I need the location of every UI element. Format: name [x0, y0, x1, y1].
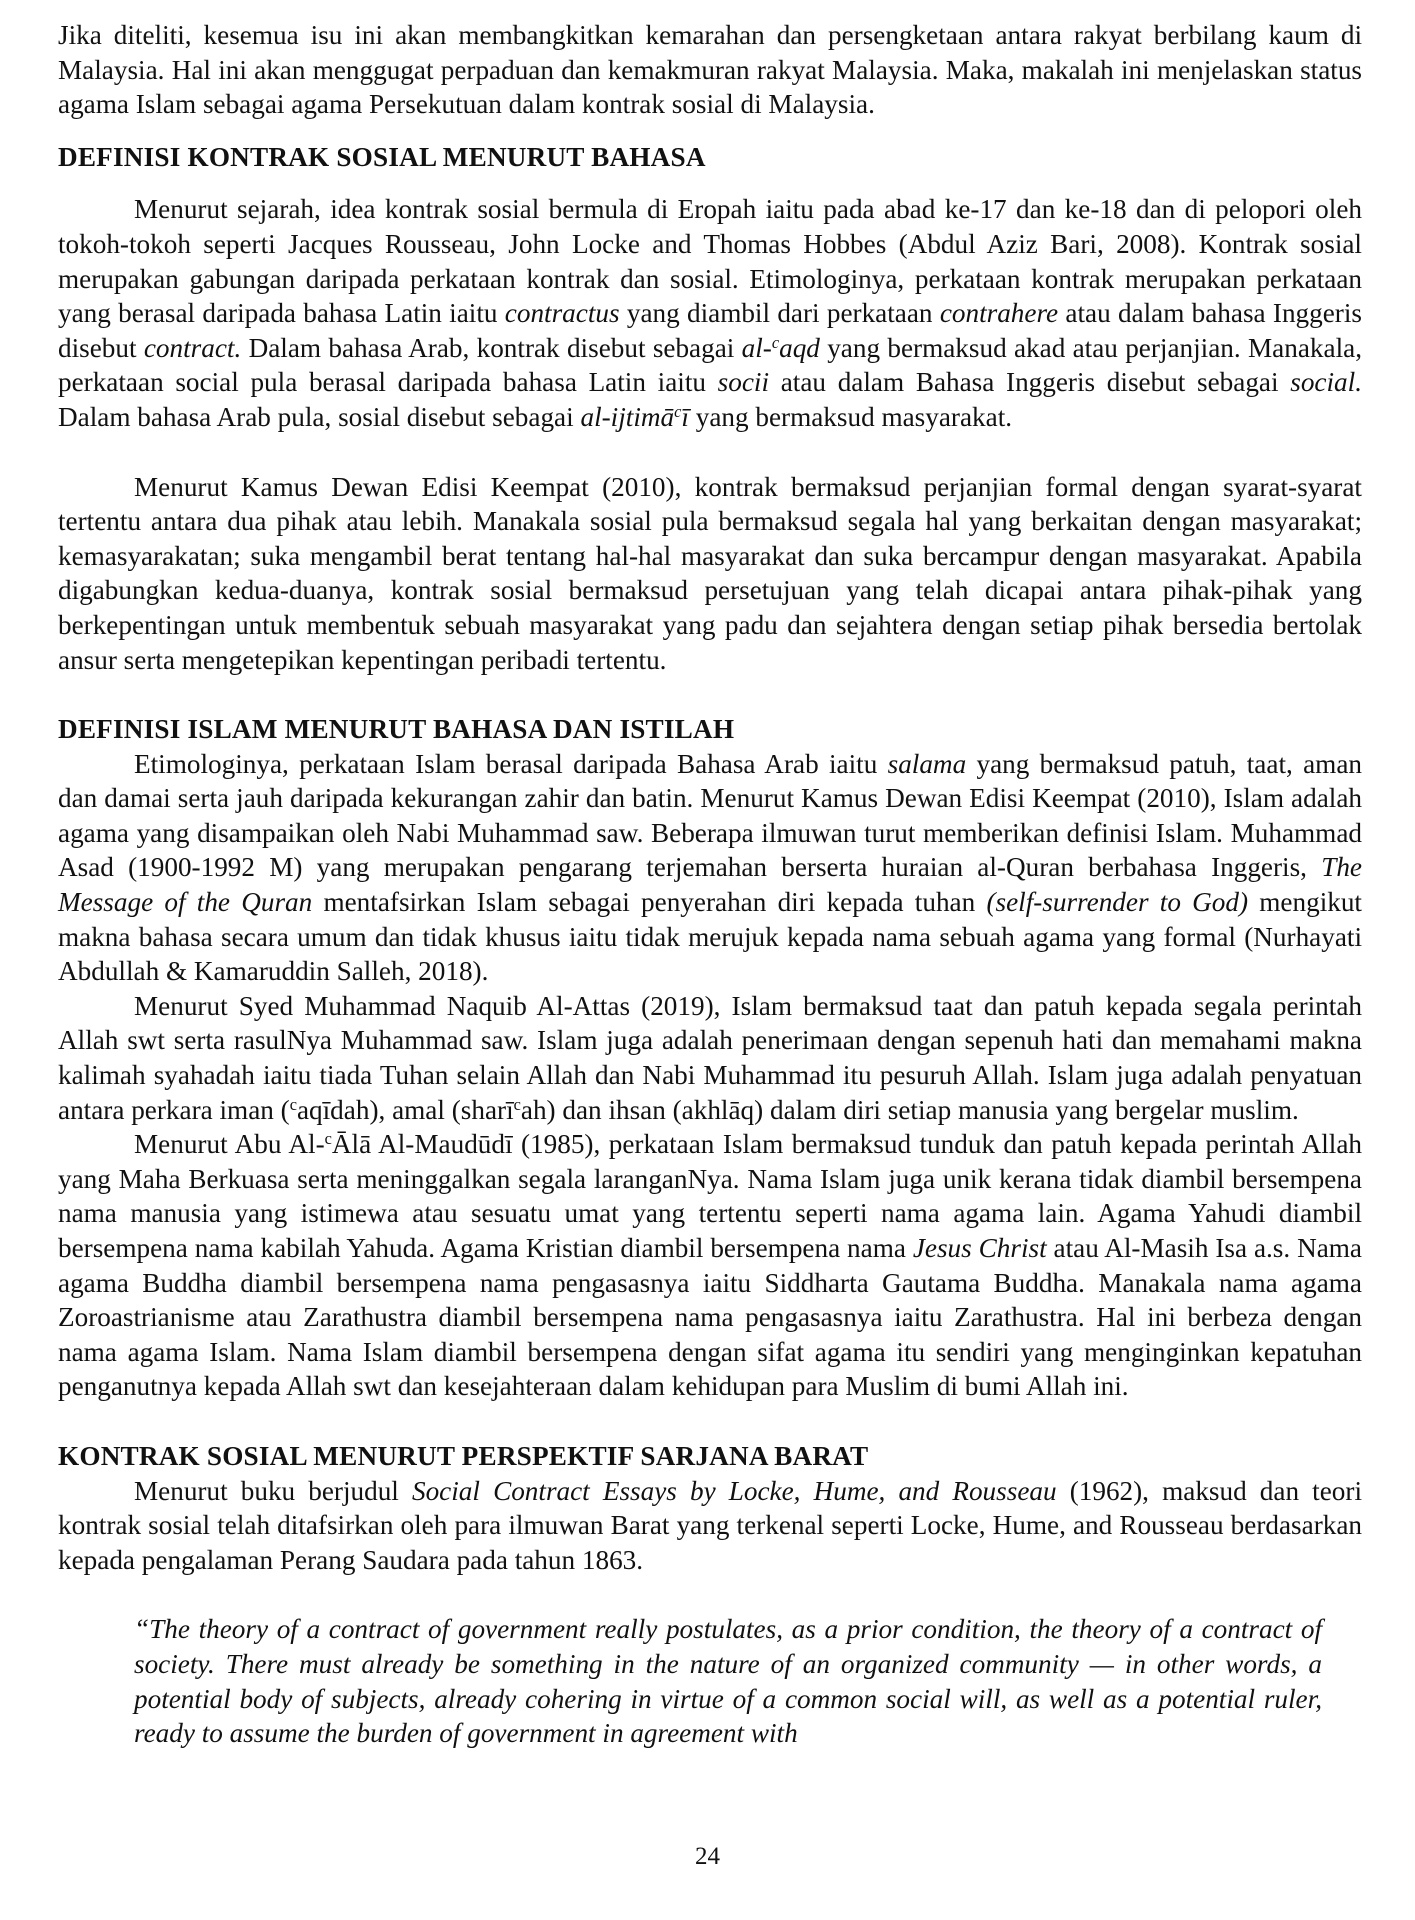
paragraph-kontrak-etimologi: Menurut sejarah, idea kontrak sosial bermula di Eropah iaitu pada abad ke-17 dan ke-18 dan di pelopori oleh tokoh-tokoh seperti Jacques Rousseau, John Locke and Thomas Hobbes (Abdul Aziz Bari, 2008). Kontrak sosial merupakan gabungan daripada perkataan kontrak dan sosial. Etimologinya, perkataan kontrak merupakan perkataan yang berasal daripada bahasa Latin iaitu contractus yang diambil dari perkataan contrahere atau dalam bahasa Inggeris disebut contract. Dalam bahasa Arab, kontrak disebut sebagai al-$^c$aqd yang bermaksud akad atau perjanjian. Manakala, perkataan social pula berasal daripada bahasa Latin iaitu socii atau dalam Bahasa Inggeris disebut sebagai social. Dalam bahasa Arab pula, sosial disebut sebagai al-ijtimā$^c$ī yang bermaksud masyarakat.	[58, 194, 1362, 432]
term-contrahere: contrahere	[939, 298, 1059, 329]
term-al-ijtimai: al-ijtimā$^c$ī	[580, 401, 689, 432]
term-self-surrender: (self-surrender to God)	[986, 887, 1249, 918]
paragraph-social-contract-essays: Menurut buku berjudul Social Contract Essays by Locke, Hume, and Rousseau (1962), maksud dan teori kontrak sosial telah ditafsirkan oleh para ilmuwan Barat yang terkenal seperti Locke, Hume, and Rousseau berdasarkan kepada pengalaman Perang Saudara pada tahun 1863.	[58, 1475, 1363, 1575]
term-salama: salama	[887, 748, 967, 779]
section-heading-kontrak-sosial-bahasa: DEFINISI KONTRAK SOSIAL MENURUT BAHASA	[58, 141, 706, 172]
page-number: 24	[695, 1843, 720, 1870]
section-heading-definisi-islam: DEFINISI ISLAM MENURUT BAHASA DAN ISTILAH	[58, 714, 735, 745]
paragraph-al-attas: Menurut Syed Muhammad Naquib Al-Attas (2019), Islam bermaksud taat dan patuh kepada segala perintah Allah swt serta rasulNya Muhammad saw. Islam juga adalah penerimaan dengan sepenuh hati dan memahami makna kalimah syahadah iaitu tiada Tuhan selain Allah dan Nabi Muhammad itu pesuruh Allah. Islam juga adalah penyatuan antara perkara iman ($^c$aqīdah), amal (sharī$^c$ah) dan ihsan (akhlāq) dalam diri setiap manusia yang bergelar muslim.	[58, 990, 1362, 1125]
paragraph-al-maududi: Menurut Abu Al-$^c$Ālā Al-Maudūdī (1985), perkataan Islam bermaksud tunduk dan patuh kepada perintah Allah yang Maha Berkuasa serta meninggalkan segala laranganNya. Nama Islam juga unik kerana tidak diambil bersempena nama manusia yang istimewa atau sesuatu umat yang tertentu seperti nama agama lain. Agama Yahudi diambil bersempena nama kabilah Yahuda. Agama Kristian diambil bersempena nama Jesus Christ atau Al-Masih Isa a.s. Nama agama Buddha diambil bersempena nama pengasasnya iaitu Siddharta Gautama Buddha. Manakala nama agama Zoroastrianisme atau Zarathustra diambil bersempena nama pengasasnya iaitu Zarathustra. Hal ini berbeza dengan nama agama Islam. Nama Islam diambil bersempena dengan sifat agama itu sendiri yang menginginkan kepatuhan penganutnya kepada Allah swt dan kesejahteraan dalam kehidupan para Muslim di bumi Allah ini.	[58, 1129, 1362, 1402]
term-jesus-christ: Jesus Christ	[912, 1233, 1047, 1263]
term-social: social.	[1290, 367, 1362, 398]
book-title-social-contract-essays: Social Contract Essays by Locke, Hume, and Rousseau	[411, 1475, 1057, 1506]
term-socii: socii	[717, 367, 770, 398]
book-title-message-of-quran: The Message of the Quran	[58, 852, 1362, 918]
term-contract: contract.	[143, 332, 242, 363]
section-heading-sarjana-barat: KONTRAK SOSIAL MENURUT PERSPEKTIF SARJANA BARAT	[58, 1440, 869, 1471]
paragraph-islam-etimologi: Etimologinya, perkataan Islam berasal daripada Bahasa Arab iaitu salama yang bermaksud patuh, taat, aman dan damai serta jauh daripada kekurangan zahir dan batin. Menurut Kamus Dewan Edisi Keempat (2010), Islam adalah agama yang disampaikan oleh Nabi Muhammad saw. Beberapa ilmuwan turut memberikan definisi Islam. Muhammad Asad (1900-1992 M) yang merupakan pengarang terjemahan berserta huraian al-Quran berbahasa Inggeris, The Message of the Quran mentafsirkan Islam sebagai penyerahan diri kepada tuhan (self-surrender to God) mengikut makna bahasa secara umum dan tidak khusus iaitu tidak merujuk kepada nama sebuah agama yang formal (Nurhayati Abdullah & Kamaruddin Salleh, 2018).	[58, 748, 1362, 987]
intro-paragraph: Jika diteliti, kesemua isu ini akan membangkitkan kemarahan dan persengketaan antara rakyat berbilang kaum di Malaysia. Hal ini akan menggugat perpaduan dan kemakmuran rakyat Malaysia. Maka, makalah ini menjelaskan status agama Islam sebagai agama Persekutuan dalam kontrak sosial di Malaysia.	[58, 20, 1362, 120]
paragraph-kamus-dewan: Menurut Kamus Dewan Edisi Keempat (2010), kontrak bermaksud perjanjian formal dengan syarat-syarat tertentu antara dua pihak atau lebih. Manakala sosial pula bermaksud segala hal yang berkaitan dengan masyarakat; kemasyarakatan; suka mengambil berat tentang hal-hal masyarakat dan suka bercampur dengan masyarakat. Apabila digabungkan kedua-duanya, kontrak sosial bermaksud persetujuan yang telah dicapai antara pihak-pihak yang berkepentingan untuk membentuk sebuah masyarakat yang padu dan sejahtera dengan setiap pihak bersedia bertolak ansur serta mengetepikan kepentingan peribadi tertentu.	[58, 471, 1362, 675]
term-contractus: contractus	[504, 298, 620, 329]
term-al-aqd: al-$^c$aqd	[741, 332, 820, 363]
document-page	[58, 18, 1362, 1751]
block-quote: “The theory of a contract of government really postulates, as a prior condition, the theory of a contract of society. There must already be something in the nature of an organized community — in other words, a potential body of subjects, already cohering in virtue of a common social will, as well as a potential ruler, ready to assume the burden of government in agreement with	[134, 1614, 1322, 1749]
